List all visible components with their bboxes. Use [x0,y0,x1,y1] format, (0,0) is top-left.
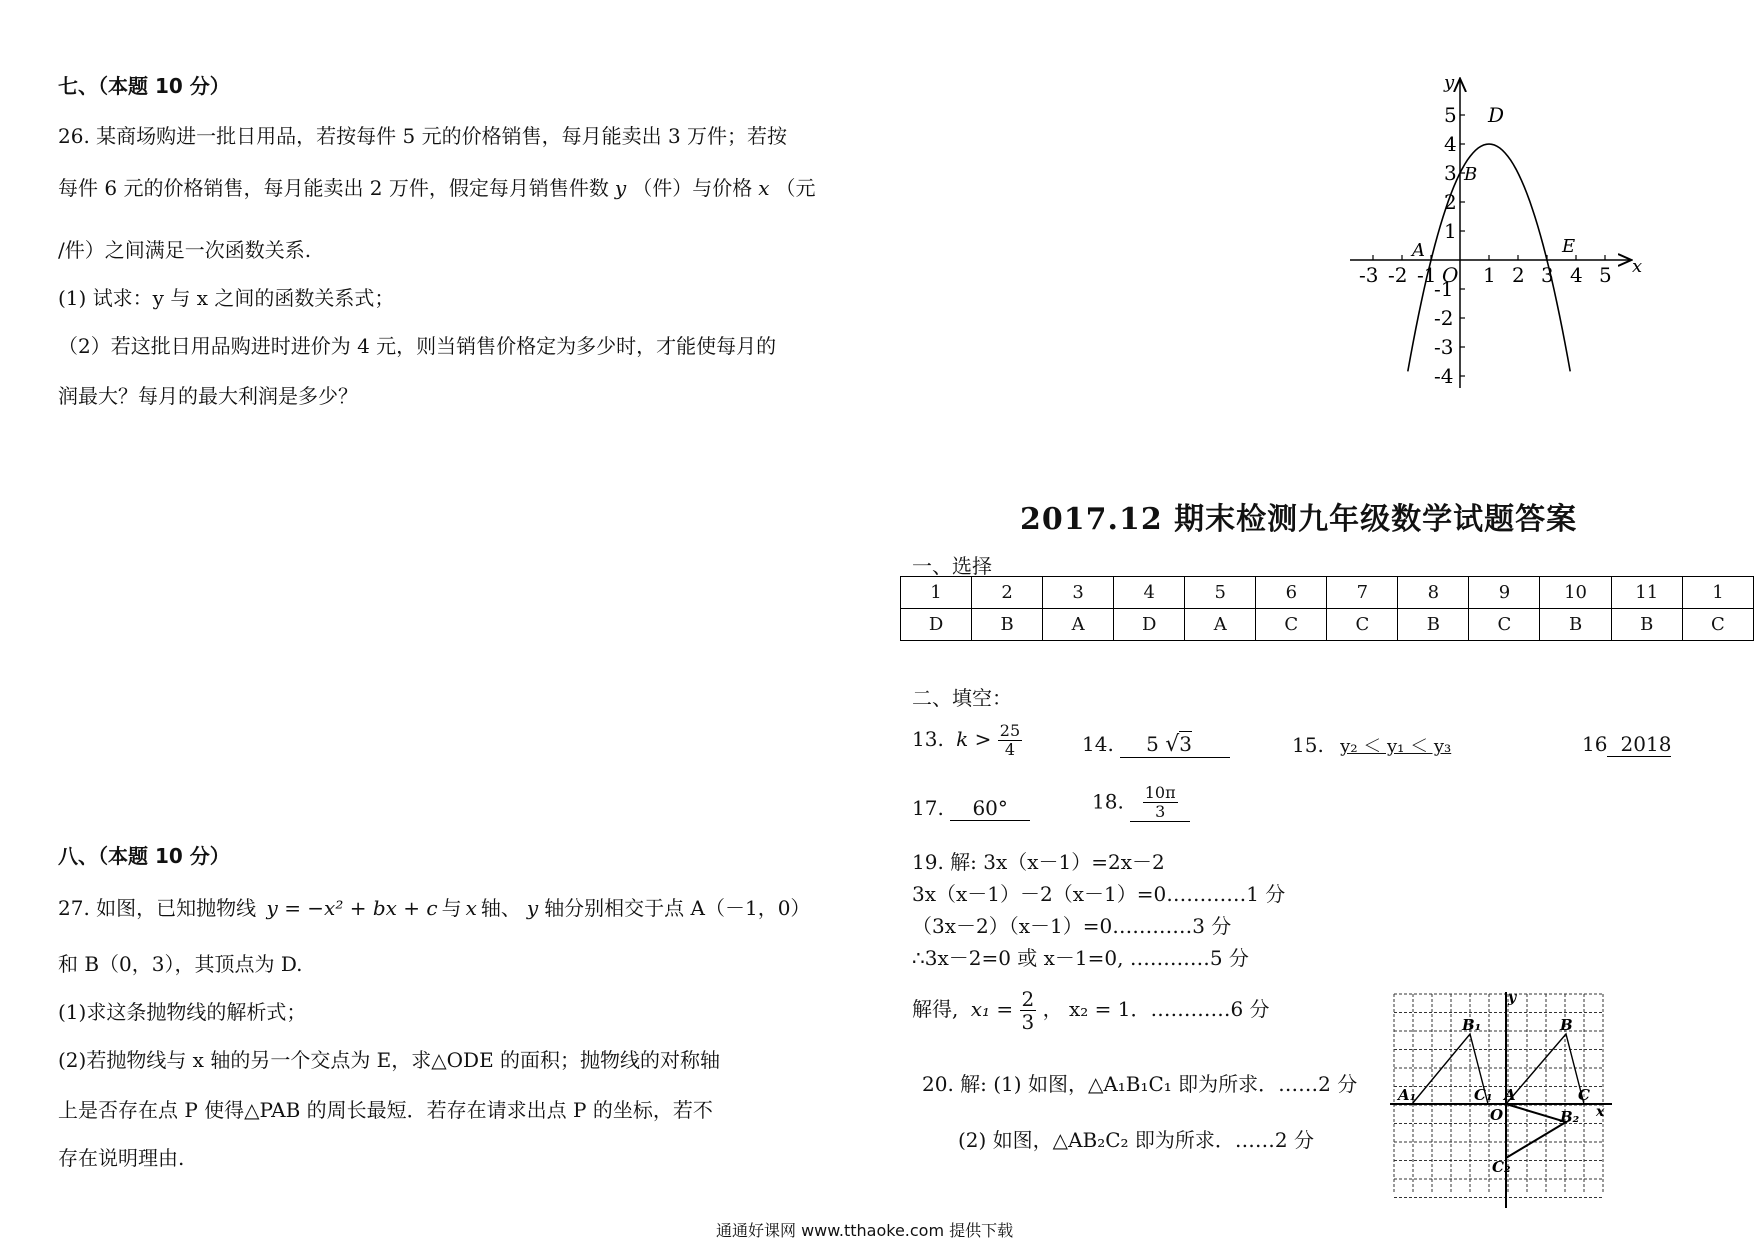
choice-number-cell: 10 [1540,577,1611,609]
x-tick-label: -2 [1388,263,1408,287]
choice-answer-cell: D [901,609,972,641]
label-b2: B₂ [1560,1108,1580,1126]
label-a1: A₁ [1398,1086,1417,1104]
choice-number-cell: 11 [1611,577,1682,609]
q26-line-2: 每件 6 元的价格销售，每月能卖出 2 万件，假定每月销售件数 y （件）与价格 x （元 [58,176,816,200]
choice-answer-cell: B [972,609,1043,641]
choice-number-cell: 5 [1185,577,1256,609]
answer-13: 13. k > $\frac{25}{4}$ [912,721,1021,759]
y-tick-label: 5 [1444,103,1457,127]
x-tick-label: 3 [1541,263,1554,287]
choice-number-cell: 1 [901,577,972,609]
q27-line-1: 27. 如图，已知抛物线 y = −x² + bx + c 与 x 轴、 y 轴分别相交于点 A（－1，0） [58,896,811,920]
y-tick-label: 3 [1444,161,1457,185]
choice-number-cell: 6 [1256,577,1327,609]
triangle-ab2c2 [1506,1104,1566,1158]
point-b-label: B [1464,164,1478,185]
point-d-label: D [1488,103,1505,127]
choice-answer-cell: C [1469,609,1540,641]
q26-line-3: /件）之间满足一次函数关系. [58,238,312,262]
answer-19-line-4: ∴3x－2=0 或 x－1=0, …………5 分 [912,946,1249,970]
q26-line-4: (1) 试求：y 与 x 之间的函数关系式； [58,286,395,310]
label-a: A [1504,1086,1516,1104]
choice-answer-cell: A [1043,609,1114,641]
answer-title: 2017.12 期末检测九年级数学试题答案 [1020,502,1578,537]
point-a-label: A [1412,240,1425,261]
choice-answer-cell: D [1114,609,1185,641]
answer-19-line-3: （3x－2）（x－1）=0…………3 分 [912,914,1232,938]
x-tick-label: 1 [1483,263,1496,287]
answer-19-line-5: 解得, x₁ = $\frac{2}{3}$ ， x₂ = 1．…………6 分 [912,987,1270,1034]
label-b1: B₁ [1462,1016,1482,1034]
choice-answer-cell: B [1540,609,1611,641]
answer-18: 18. $\frac{10\pi}{3}$ [1092,784,1190,822]
answer-19-line-1: 19. 解: 3x（x－1）=2x－2 [912,850,1165,874]
q26-line-5: （2）若这批日用品购进时进价为 4 元，则当销售价格定为多少时，才能使每月的 [58,334,777,358]
answer-16: 16 2018 [1582,732,1672,756]
answer-15: 15. y₂ ＜ y₁ ＜ y₃ [1292,733,1452,757]
x-tick-label: -3 [1359,263,1379,287]
choice-number-cell: 9 [1469,577,1540,609]
choice-number-cell: 2 [972,577,1043,609]
q27-line-6: 存在说明理由. [58,1146,185,1170]
parabola-graph [1340,70,1660,400]
grid-x-label: x [1596,1104,1605,1120]
choice-answer-cell: C [1327,609,1398,641]
x-tick-label: 5 [1599,263,1612,287]
choice-answer-cell: B [1398,609,1469,641]
choice-answer-cell: C [1682,609,1753,641]
y-tick-label: -2 [1434,306,1454,330]
q26-line-6: 润最大？每月的最大利润是多少？ [58,384,358,408]
q26-line-1: 26. 某商场购进一批日用品，若按每件 5 元的价格销售，每月能卖出 3 万件；若按 [58,124,788,148]
choice-number-cell: 1 [1682,577,1753,609]
choice-number-cell: 8 [1398,577,1469,609]
y-tick-label: 4 [1444,132,1457,156]
answer-19-line-2: 3x（x－1）－2（x－1）=0…………1 分 [912,882,1286,906]
label-c: C [1578,1086,1590,1104]
x-tick-label: -1 [1417,263,1437,287]
graph-x-label: x [1632,256,1643,277]
choice-number-cell: 7 [1327,577,1398,609]
grid-origin-label: O [1490,1106,1504,1124]
footer-credit: 通通好课网 www.tthaoke.com 提供下载 [716,1221,1014,1240]
answer-20-line-2: (2) 如图，△AB₂C₂ 即为所求．……2 分 [958,1128,1314,1152]
choice-number-cell: 3 [1043,577,1114,609]
q27-line-4: (2)若抛物线与 x 轴的另一个交点为 E，求△ODE 的面积；抛物线的对称轴 [58,1048,721,1072]
section-1-heading: 一、选择 [912,554,992,578]
choice-number-row [901,577,1754,609]
x-tick-label: 2 [1512,263,1525,287]
section-2-heading: 二、填空： [912,686,1012,710]
choice-answer-cell: B [1611,609,1682,641]
x-tick-label: 4 [1570,263,1583,287]
answer-19-fraction: $\frac{2}{3}$ [1021,987,1035,1034]
choice-answer-cell: C [1256,609,1327,641]
section-7-heading: 七、（本题 10 分） [58,74,230,98]
answer-17: 17. 60° [912,796,1030,821]
choice-answer-table [900,576,1754,641]
choice-number-cell: 4 [1114,577,1185,609]
grid-figure [1390,990,1620,1210]
choice-answer-row [901,609,1754,641]
graph-origin-label: O [1442,263,1459,287]
point-e-label: E [1562,236,1576,257]
y-tick-label: 1 [1444,219,1457,243]
y-tick-label: -4 [1434,364,1454,388]
answer-13-fraction: $\frac{25}{4}$ [999,721,1021,759]
y-tick-label: -3 [1434,335,1454,359]
section-8-heading: 八、（本题 10 分） [58,844,230,868]
graph-y-label: y [1444,72,1455,93]
label-b: B [1560,1016,1573,1034]
y-tick-label: 2 [1444,190,1457,214]
label-c2: C₂ [1492,1158,1511,1176]
q27-line-3: (1)求这条抛物线的解析式； [58,1000,307,1024]
answer-20-line-1: 20. 解: (1) 如图，△A₁B₁C₁ 即为所求．……2 分 [922,1072,1358,1096]
choice-answer-cell: A [1185,609,1256,641]
answer-14: 14. 5 √3 [1082,732,1230,758]
grid-y-label: y [1508,990,1517,1006]
triangle-abc [1506,1034,1584,1104]
y-tick-label: -1 [1434,277,1454,301]
q27-line-2: 和 B（0，3），其顶点为 D. [58,952,303,976]
label-c1: C₁ [1474,1086,1493,1104]
q27-line-5: 上是否存在点 P 使得△PAB 的周长最短．若存在请求出点 P 的坐标，若不 [58,1098,713,1122]
